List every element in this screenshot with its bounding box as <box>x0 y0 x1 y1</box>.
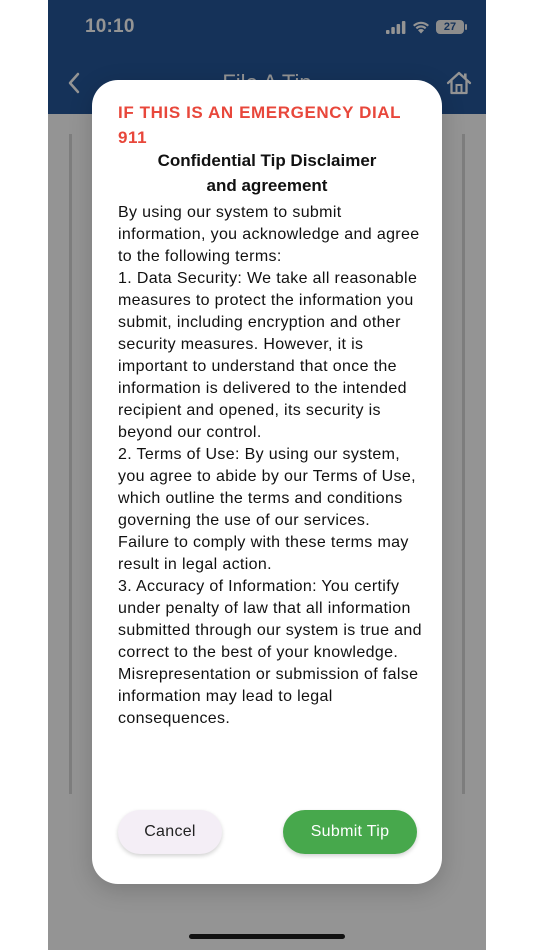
status-time: 10:10 <box>85 16 135 37</box>
disclaimer-body[interactable]: By using our system to submit information, you acknowledge and agree to the following terms: 1. Data Security: We take all reasonable measures to protect the information you submit, including encryption and other security measures. However, it is important to understand that once the information is delivered to the intended recipient and opened, its security is beyond our control. 2. Terms of Use: By using our system, you agree to abide by our Terms of Use, which outline the terms and conditions governing the use of our services. Failure to comply with these terms may result in legal action. 3. Accuracy of Information: You certify under penalty of law that all information submitted through our system is true and correct to the best of your knowledge. Misrepresentation or submission of false information may lead to legal consequences. <box>118 204 422 727</box>
disclaimer-dialog <box>92 80 442 884</box>
cancel-button[interactable]: Cancel <box>118 810 222 854</box>
home-indicator[interactable] <box>189 934 345 939</box>
battery-level: 27 <box>443 21 457 33</box>
dialog-title-line2: and agreement <box>206 176 328 195</box>
submit-tip-button[interactable]: Submit Tip <box>283 810 417 854</box>
dialog-title <box>118 148 416 198</box>
phone-screen <box>48 0 486 950</box>
emergency-notice: IF THIS IS AN EMERGENCY DIAL 911 <box>118 103 401 147</box>
dialog-title-line1: Confidential Tip Disclaimer <box>157 151 377 170</box>
